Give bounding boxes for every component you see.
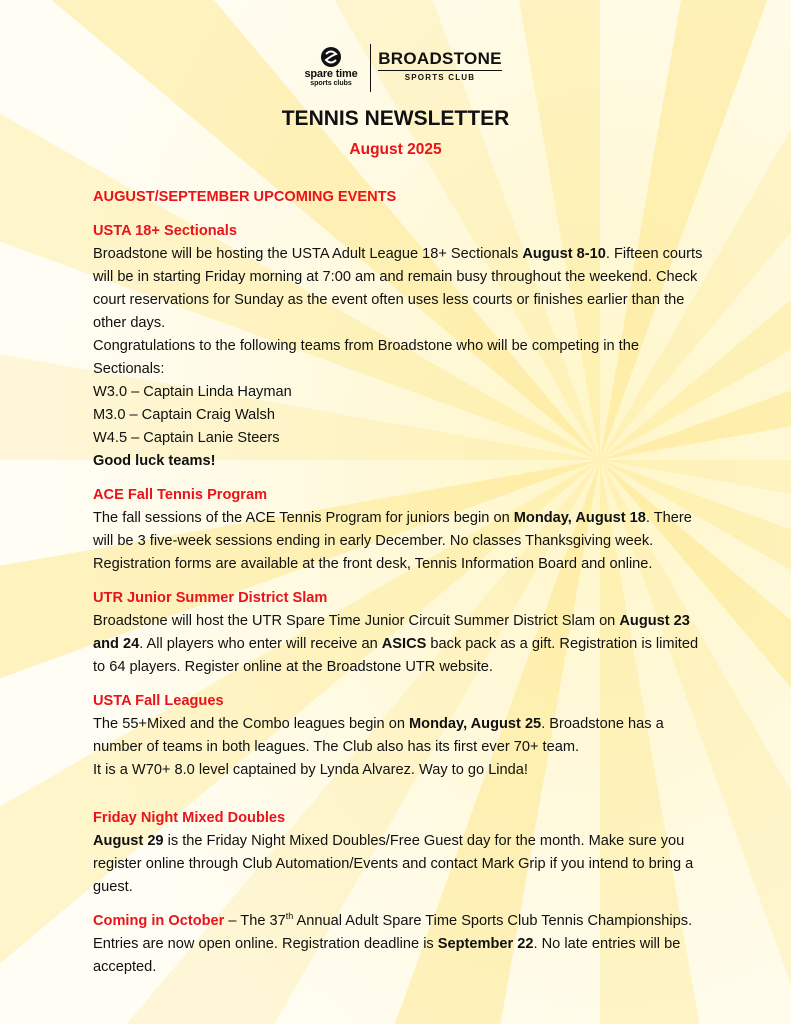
section-paragraph: The fall sessions of the ACE Tennis Program for juniors begin on Monday, August 18. There will be 3 five-week sessions ending in early December. No classes Thanksgiving week. Registration forms are available at the front desk, Tennis Information Board and online. — [93, 510, 692, 572]
broadstone-logo-name: BROADSTONE — [378, 49, 502, 68]
section-paragraph: August 29 is the Friday Night Mixed Doubles/Free Guest day for the month. Make sure you register online through Club Automation/Events and contact Mark Grip if you intend to bring a guest. — [93, 833, 694, 895]
section-paragraph: Congratulations to the following teams from Broadstone who will be competing in the Sectionals: — [93, 338, 639, 377]
closing-line: Good luck teams! — [93, 453, 216, 469]
section-coming-october — [93, 910, 703, 979]
broadstone-logo — [378, 50, 502, 82]
section-paragraph: The 55+Mixed and the Combo leagues begin on Monday, August 25. Broadstone has a number of teams in both leagues. The Club also has its first ever 70+ team. — [93, 716, 664, 755]
section-ace-program — [93, 484, 703, 576]
section-paragraph: Coming in October – The 37th Annual Adult Spare Time Sports Club Tennis Championships. Entries are now open online. Registration deadline is September 22. No late entries will be accepted. — [93, 911, 693, 975]
list-item: W4.5 – Captain Lanie Steers — [93, 430, 280, 446]
section-heading: UTR Junior Summer District Slam — [93, 590, 328, 606]
spare-time-logo-sub: sports clubs — [310, 80, 352, 87]
events-heading: AUGUST/SEPTEMBER UPCOMING EVENTS — [93, 189, 397, 205]
newsletter-title: TENNIS NEWSLETTER — [281, 107, 510, 130]
section-lead: Coming in October — [93, 913, 225, 929]
logo-divider — [370, 44, 371, 92]
newsletter-date: August 2025 — [349, 141, 442, 158]
header-logos — [0, 44, 791, 96]
spare-time-logo-mark-icon — [320, 46, 342, 68]
broadstone-logo-sub: SPORTS CLUB — [404, 73, 476, 82]
section-paragraph: Broadstone will host the UTR Spare Time Junior Circuit Summer District Slam on August 23 and 24. All players who enter will receive an ASICS back pack as a gift. Registration is limited to 64 players. Register online at the Broadstone UTR website. — [93, 613, 699, 675]
broadstone-logo-rule — [378, 70, 502, 71]
section-paragraph: Broadstone will be hosting the USTA Adult League 18+ Sectionals August 8-10. Fifteen courts will be in starting Friday morning at 7:00 am and remain busy throughout the weekend. Check court reservations for Sunday as the event often uses less courts or finishes earlier than the other days. — [93, 246, 703, 331]
section-friday-doubles — [93, 807, 703, 899]
section-heading: USTA 18+ Sectionals — [93, 223, 237, 239]
spare-time-logo-name: spare time — [304, 68, 358, 80]
team-list — [93, 381, 703, 450]
newsletter-body — [93, 186, 703, 990]
section-utr-slam — [93, 587, 703, 679]
spare-time-logo — [298, 46, 364, 88]
section-paragraph: It is a W70+ 8.0 level captained by Lynda Alvarez. Way to go Linda! — [93, 762, 528, 778]
section-usta-sectionals — [93, 220, 703, 473]
section-heading: Friday Night Mixed Doubles — [93, 810, 286, 826]
section-heading: USTA Fall Leagues — [93, 693, 224, 709]
section-heading: ACE Fall Tennis Program — [93, 487, 268, 503]
list-item: M3.0 – Captain Craig Walsh — [93, 407, 275, 423]
list-item: W3.0 – Captain Linda Hayman — [93, 384, 292, 400]
section-fall-leagues — [93, 690, 703, 796]
